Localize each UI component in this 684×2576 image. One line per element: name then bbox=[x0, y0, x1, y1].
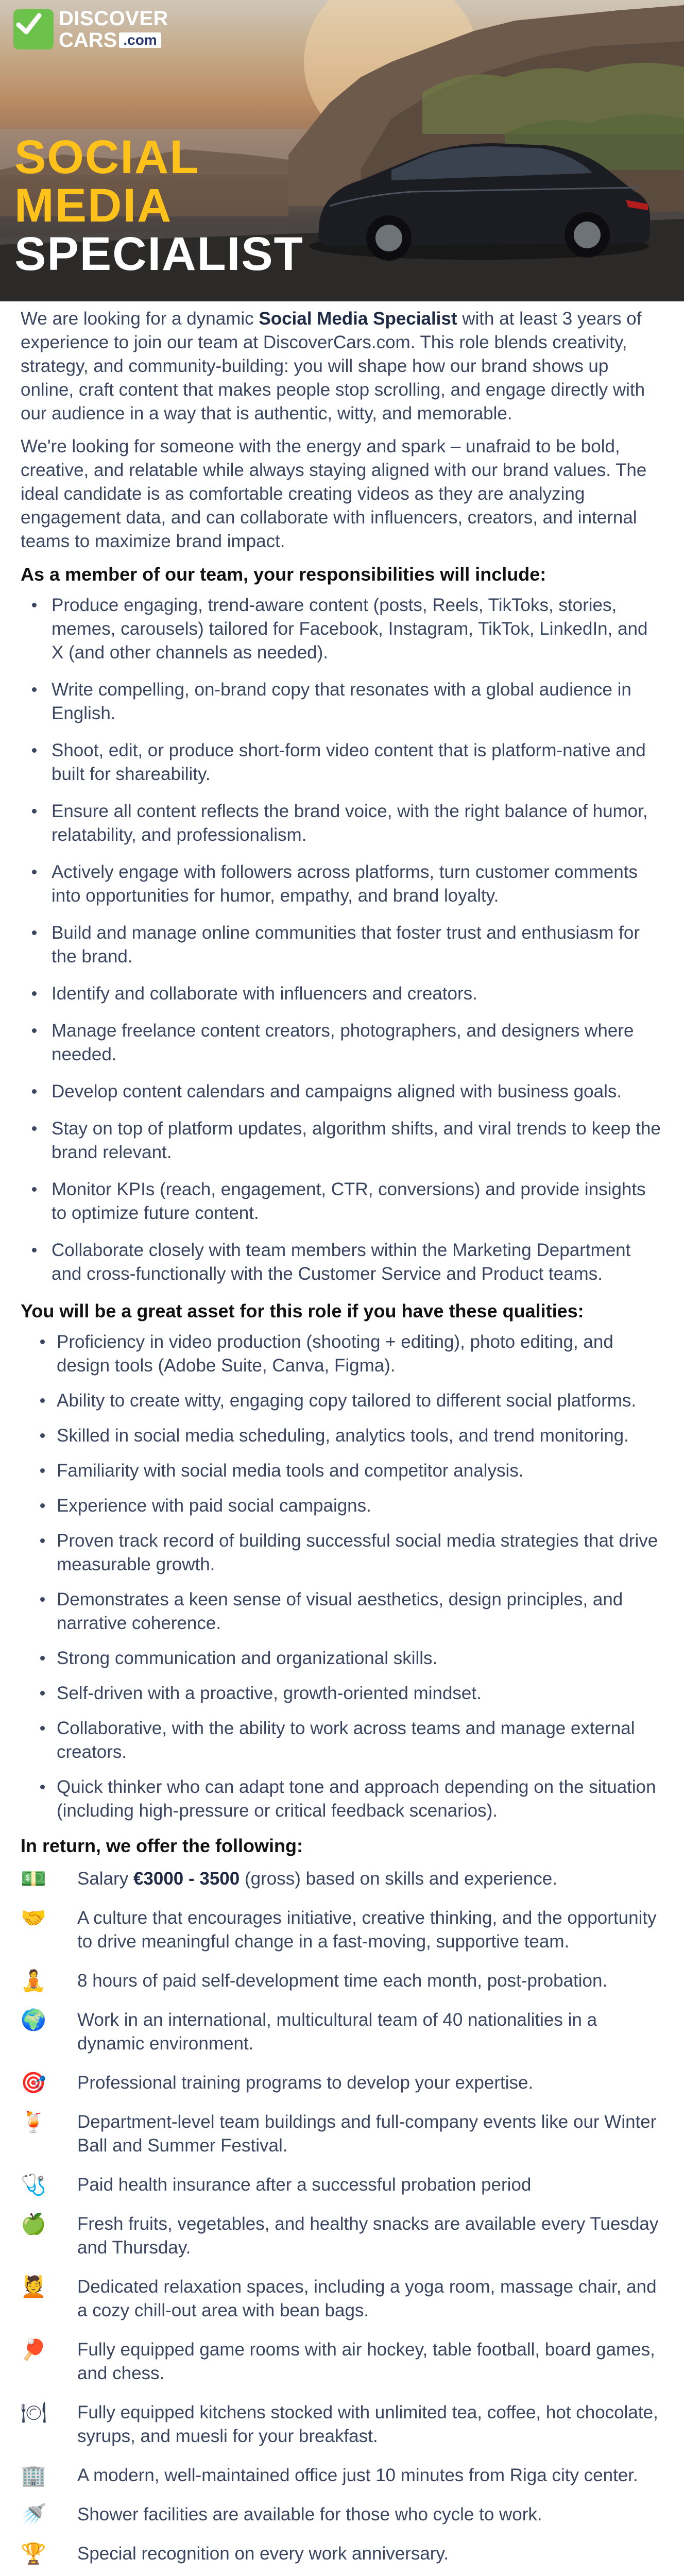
offer-item bbox=[21, 2542, 664, 2566]
office-building-icon: 🏢 bbox=[21, 2464, 46, 2487]
quality-item: Collaborative, with the ability to work across teams and manage external creators. bbox=[21, 1717, 664, 1764]
quality-item: Quick thinker who can adapt tone and approach depending on the situation (including high-pressure or critical feedback scenarios). bbox=[21, 1775, 664, 1823]
brand-line3: .com bbox=[119, 32, 161, 48]
offers-heading: In return, we offer the following: bbox=[21, 1835, 303, 1856]
quality-item: Strong communication and organizational skills. bbox=[21, 1647, 664, 1670]
brand-line2: CARS bbox=[59, 29, 117, 52]
apple-icon: 🍏 bbox=[21, 2213, 46, 2235]
offer-text: Professional training programs to develop your expertise. bbox=[77, 2073, 534, 2093]
offer-text: Fresh fruits, vegetables, and healthy snacks are available every Tuesday and Thursday. bbox=[77, 2214, 659, 2258]
shower-icon: 🚿 bbox=[21, 2503, 46, 2526]
responsibility-item: Stay on top of platform updates, algorithm shifts, and viral trends to keep the brand relevant. bbox=[21, 1117, 664, 1164]
responsibility-item: Actively engage with followers across platforms, turn customer comments into opportunities for humor, empathy, and brand loyalty. bbox=[21, 860, 664, 908]
trophy-icon: 🏆 bbox=[21, 2543, 46, 2565]
checkmark-icon bbox=[13, 9, 54, 49]
responsibility-item: Ensure all content reflects the brand voice, with the right balance of humor, relatability, and professionalism. bbox=[21, 800, 664, 847]
intro-paragraph-1: We are looking for a dynamic Social Media Specialist with at least 3 years of experience to join our team at DiscoverCars.com. This role blends creativity, strategy, and community-building: you will shape how our brand shows up online, craft content that makes people stop scrolling, and engage directly with our audience in a way that is authentic, witty, and memorable. bbox=[21, 309, 645, 423]
offer-item bbox=[21, 2503, 664, 2527]
qualities-heading: You will be a great asset for this role if you have these qualities: bbox=[21, 1300, 584, 1321]
offer-text: Shower facilities are available for those who cycle to work. bbox=[77, 2504, 542, 2524]
quality-item: Familiarity with social media tools and competitor analysis. bbox=[21, 1459, 664, 1483]
offer-item bbox=[21, 1867, 664, 1891]
job-title bbox=[14, 133, 304, 278]
salary-range: €3000 - 3500 bbox=[133, 1869, 240, 1889]
offer-item bbox=[21, 2008, 664, 2056]
responsibility-item: Monitor KPIs (reach, engagement, CTR, conversions) and provide insights to optimize future content. bbox=[21, 1178, 664, 1225]
job-description bbox=[21, 307, 664, 2576]
responsibilities-list bbox=[21, 594, 664, 1286]
responsibility-item: Develop content calendars and campaigns aligned with business goals. bbox=[21, 1080, 664, 1104]
responsibility-item: Collaborate closely with team members within the Marketing Department and cross-functionally with the Customer Service and Product teams. bbox=[21, 1239, 664, 1286]
offer-text: Fully equipped game rooms with air hockey, table football, board games, and chess. bbox=[77, 2340, 655, 2383]
job-title-line3: SPECIALIST bbox=[14, 228, 304, 280]
job-title-line2: MEDIA bbox=[14, 179, 173, 232]
stethoscope-icon: 🩺 bbox=[21, 2174, 46, 2196]
quality-item: Proven track record of building successful social media strategies that drive measurable growth. bbox=[21, 1529, 664, 1577]
salary-text: Salary €3000 - 3500 (gross) based on skills and experience. bbox=[77, 1869, 557, 1889]
offer-item bbox=[21, 2275, 664, 2323]
target-icon: 🎯 bbox=[21, 2072, 46, 2094]
offer-text: Fully equipped kitchens stocked with unlimited tea, coffee, hot chocolate, syrups, and muesli for your breakfast. bbox=[77, 2402, 658, 2446]
job-title-line1: SOCIAL bbox=[14, 131, 200, 183]
brand-line1: DISCOVER bbox=[59, 7, 168, 30]
quality-item: Proficiency in video production (shooting + editing), photo editing, and design tools (Adobe Suite, Canva, Figma). bbox=[21, 1330, 664, 1378]
offer-text: A modern, well-maintained office just 10 minutes from Riga city center. bbox=[77, 2465, 638, 2485]
offer-text: Paid health insurance after a successful probation period bbox=[77, 2175, 532, 2195]
offer-item bbox=[21, 2110, 664, 2158]
offer-item bbox=[21, 1969, 664, 1993]
handshake-icon: 🤝 bbox=[21, 1907, 46, 1929]
offer-item bbox=[21, 2401, 664, 2448]
responsibility-item: Manage freelance content creators, photographers, and designers where needed. bbox=[21, 1019, 664, 1066]
quality-item: Self-driven with a proactive, growth-oriented mindset. bbox=[21, 1682, 664, 1705]
offer-item bbox=[21, 2464, 664, 2487]
responsibility-item: Shoot, edit, or produce short-form video content that is platform-native and built for shareability. bbox=[21, 739, 664, 786]
brand-wordmark bbox=[59, 8, 168, 50]
offer-text: Work in an international, multicultural team of 40 nationalities in a dynamic environment. bbox=[77, 2010, 597, 2054]
quality-item: Experience with paid social campaigns. bbox=[21, 1494, 664, 1518]
offer-item bbox=[21, 2338, 664, 2385]
offer-item bbox=[21, 2173, 664, 2197]
massage-icon: 💆 bbox=[21, 2276, 46, 2298]
ping-pong-icon: 🏓 bbox=[21, 2338, 46, 2361]
responsibilities-heading: As a member of our team, your responsibilities will include: bbox=[21, 564, 546, 585]
offer-text: Department-level team buildings and full-company events like our Winter Ball and Summer Festival. bbox=[77, 2112, 657, 2156]
intro-paragraph-2: We're looking for someone with the energy and spark – unafraid to be bold, creative, and relatable while always staying aligned with our brand values. The ideal candidate is as comfortable creating videos as they are analyzing engagement data, and can collaborate with influencers, creators, and internal teams to maximize brand impact. bbox=[21, 436, 647, 551]
offer-item bbox=[21, 1906, 664, 1954]
role-name: Social Media Specialist bbox=[259, 309, 457, 329]
plate-icon: 🍽 bbox=[21, 2401, 47, 2424]
quality-item: Ability to create witty, engaging copy tailored to different social platforms. bbox=[21, 1389, 664, 1413]
offer-text: 8 hours of paid self-development time each month, post-probation. bbox=[77, 1971, 608, 1991]
responsibility-item: Build and manage online communities that foster trust and enthusiasm for the brand. bbox=[21, 921, 664, 969]
offer-item bbox=[21, 2071, 664, 2095]
offer-item bbox=[21, 2212, 664, 2260]
brand-logo[interactable] bbox=[13, 8, 168, 50]
responsibility-item: Write compelling, on-brand copy that resonates with a global audience in English. bbox=[21, 678, 664, 725]
meditation-icon: 🧘 bbox=[21, 1970, 46, 1992]
quality-item: Skilled in social media scheduling, analytics tools, and trend monitoring. bbox=[21, 1424, 664, 1448]
offer-text: Special recognition on every work anniversary. bbox=[77, 2544, 449, 2564]
responsibility-item: Identify and collaborate with influencers and creators. bbox=[21, 982, 664, 1006]
offer-text: Dedicated relaxation spaces, including a yoga room, massage chair, and a cozy chill-out area with bean bags. bbox=[77, 2277, 657, 2320]
money-icon: 💵 bbox=[21, 1868, 46, 1890]
quality-item: Demonstrates a keen sense of visual aesthetics, design principles, and narrative coherence. bbox=[21, 1588, 664, 1635]
offer-text: A culture that encourages initiative, creative thinking, and the opportunity to drive meaningful change in a fast-moving, supportive team. bbox=[77, 1908, 657, 1952]
offers-list bbox=[21, 1867, 664, 2576]
responsibility-item: Produce engaging, trend-aware content (posts, Reels, TikToks, stories, memes, carousels) tailored for Facebook, Instagram, TikTok, LinkedIn, and X (and other channels as needed). bbox=[21, 594, 664, 665]
cocktail-icon: 🍹 bbox=[21, 2111, 46, 2133]
qualities-list bbox=[21, 1330, 664, 1823]
hero-banner bbox=[0, 0, 684, 301]
globe-icon: 🌍 bbox=[21, 2009, 46, 2031]
